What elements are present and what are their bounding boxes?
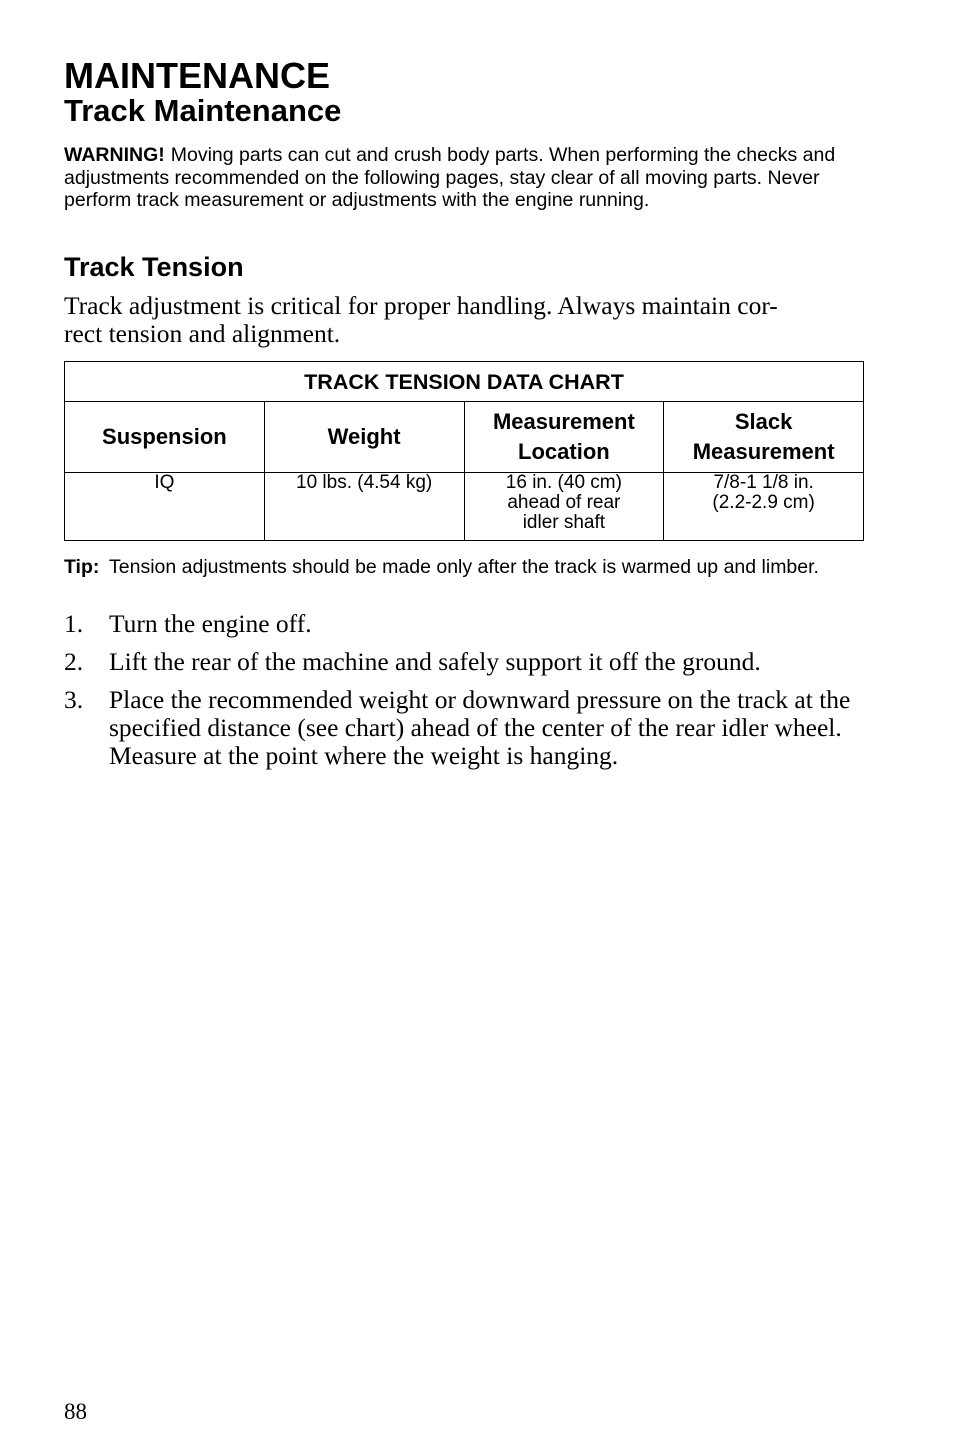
cell-slack-line-2: (2.2-2.9 cm) xyxy=(712,492,815,513)
chart-header-row xyxy=(65,402,864,473)
cell-measurement-location xyxy=(464,473,664,541)
cell-location-line-1: 16 in. (40 cm) xyxy=(505,472,622,493)
chart-title: TRACK TENSION DATA CHART xyxy=(65,362,864,402)
header-slack-measurement xyxy=(664,402,864,473)
header-location-line-2: Location xyxy=(518,439,610,464)
warning-notice xyxy=(64,144,864,212)
track-tension-heading: Track Tension xyxy=(64,252,244,282)
cell-location-line-2: ahead of rear xyxy=(507,492,621,513)
step-number: 3. xyxy=(64,685,84,714)
tip-text: Tension adjustments should be made only after the track is warmed up and limber. xyxy=(109,556,819,578)
track-tension-data-chart xyxy=(64,361,864,541)
step-text: Place the recommended weight or downward pressure on the track at the specified distance (see chart) ahead of the center of the rear idler wheel. Measure at the point where the weight is hanging. xyxy=(109,685,851,770)
page-number: 88 xyxy=(64,1399,87,1424)
header-slack-line-2: Measurement xyxy=(692,439,835,464)
step-number: 1. xyxy=(64,609,84,638)
header-weight: Weight xyxy=(264,402,464,473)
procedure-steps xyxy=(64,610,864,780)
section-title: MAINTENANCE xyxy=(64,55,330,96)
cell-suspension: IQ xyxy=(65,473,265,541)
step-number: 2. xyxy=(64,647,84,676)
warning-text: Moving parts can cut and crush body parts. When performing the checks and adjustments recommended on the following pages, stay clear of all moving parts. Never perform track measurement or adjustments with the engine running. xyxy=(64,144,836,211)
cell-slack-measurement xyxy=(664,473,864,541)
header-slack-line-1: Slack xyxy=(734,409,793,434)
warning-label: WARNING! xyxy=(64,144,165,166)
table-row xyxy=(65,473,864,541)
intro-line-1: Track adjustment is critical for proper handling. Always maintain cor- xyxy=(64,291,778,320)
cell-location-line-3: idler shaft xyxy=(522,512,606,533)
cell-slack-line-1: 7/8-1 1/8 in. xyxy=(713,472,814,493)
cell-weight: 10 lbs. (4.54 kg) xyxy=(264,473,464,541)
header-location-line-1: Measurement xyxy=(492,409,635,434)
intro-line-2: rect tension and alignment. xyxy=(64,319,341,348)
chart-title-row xyxy=(65,362,864,402)
step-text: Turn the engine off. xyxy=(109,609,312,638)
list-item xyxy=(64,648,864,676)
tip-label: Tip: xyxy=(64,556,100,578)
step-text: Lift the rear of the machine and safely support it off the ground. xyxy=(109,647,761,676)
track-tension-intro xyxy=(64,292,864,348)
list-item xyxy=(64,610,864,638)
page-subtitle: Track Maintenance xyxy=(64,93,342,128)
header-suspension: Suspension xyxy=(65,402,265,473)
list-item xyxy=(64,686,864,770)
header-measurement-location xyxy=(464,402,664,473)
tip-note xyxy=(64,556,864,579)
